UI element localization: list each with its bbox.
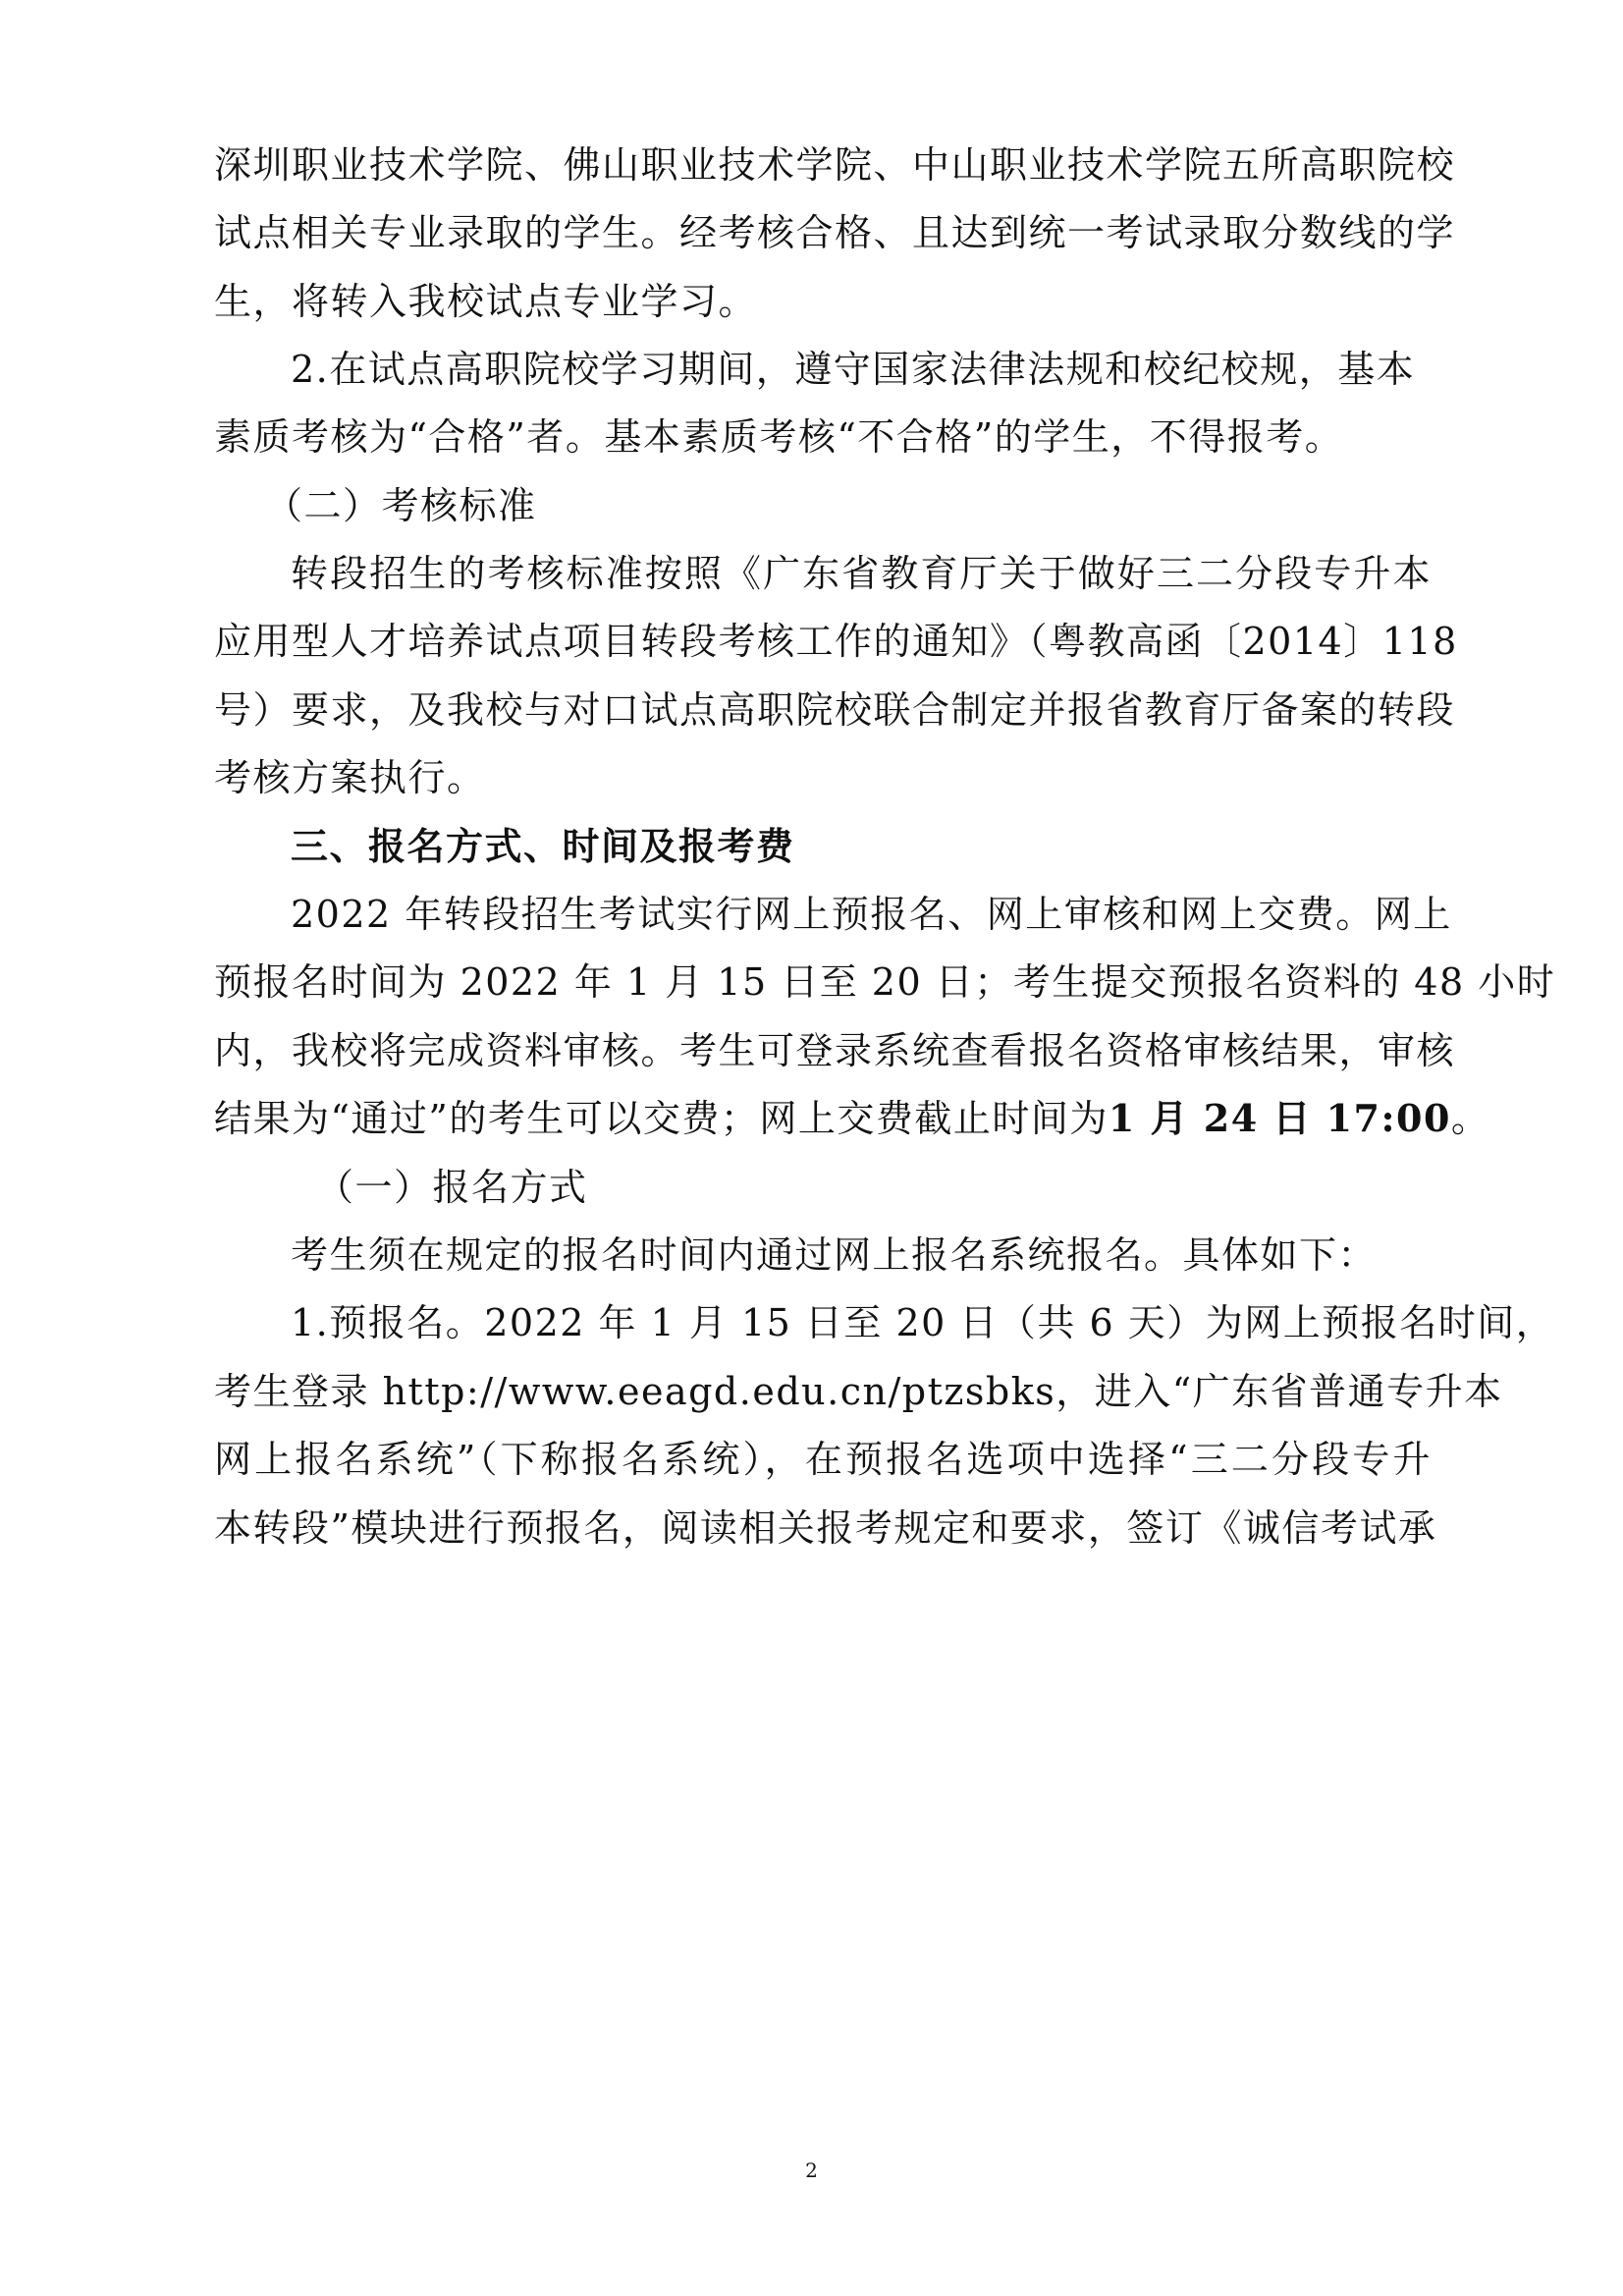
body-text-line: 号）要求，及我校与对口试点高职院校联合制定并报省教育厅备案的转段: [214, 688, 1456, 732]
body-text-line: 考核方案执行。: [214, 756, 486, 799]
body-text-line: 预报名时间为 2022 年 1 月 15 日至 20 日；考生提交预报名资料的 48 小时: [214, 960, 1556, 1004]
body-text-line: 转段招生的考核标准按照《广东省教育厅关于做好三二分段专升本: [291, 552, 1432, 595]
body-text-line: 考生须在规定的报名时间内通过网上报名系统报名。具体如下：: [291, 1233, 1378, 1277]
body-text-line: 深圳职业技术学院、佛山职业技术学院、中山职业技术学院五所高职院校: [214, 143, 1456, 187]
body-text-line: 应用型人才培养试点项目转段考核工作的通知》（粤教高函〔2014〕118: [214, 620, 1458, 663]
body-text-line: [214, 1094, 1490, 1143]
body-text-line: 考生登录 http://www.eeagd.edu.cn/ptzsbks，进入“广东省普通专升本: [214, 1370, 1503, 1413]
body-text-line: 网上报名系统”（下称报名系统），在预报名选项中选择“三二分段专升: [214, 1438, 1432, 1481]
body-text-line: 2.在试点高职院校学习期间，遵守国家法律法规和校纪校规，基本: [291, 348, 1416, 391]
body-text-line: 试点相关专业录取的学生。经考核合格、且达到统一考试录取分数线的学: [214, 211, 1456, 254]
chapter-heading: 三、报名方式、时间及报考费: [291, 824, 795, 868]
body-text: 结果为“通过”的考生可以交费；网上交费截止时间为: [214, 1097, 1109, 1140]
page-number: 2: [805, 2159, 818, 2182]
body-text-line: 生，将转入我校试点专业学习。: [214, 280, 758, 323]
body-text-line: 内，我校将完成资料审核。考生可登录系统查看报名资格审核结果，审核: [214, 1029, 1456, 1072]
body-text-line: 本转段”模块进行预报名，阅读相关报考规定和要求，签订《诚信考试承: [214, 1506, 1437, 1550]
deadline-text: 1 月 24 日 17:00: [1108, 1096, 1451, 1140]
body-text-line: 1.预报名。2022 年 1 月 15 日至 20 日（共 6 天）为网上预报名时间，: [291, 1301, 1555, 1344]
section-heading: （二）考核标准: [265, 484, 537, 527]
body-text-line: 2022 年转段招生考试实行网上预报名、网上审核和网上交费。网上: [291, 893, 1452, 936]
body-text: 。: [1450, 1097, 1490, 1140]
section-heading: （一）报名方式: [316, 1166, 588, 1209]
body-text-line: 素质考核为“合格”者。基本素质考核“不合格”的学生，不得报考。: [214, 415, 1344, 459]
